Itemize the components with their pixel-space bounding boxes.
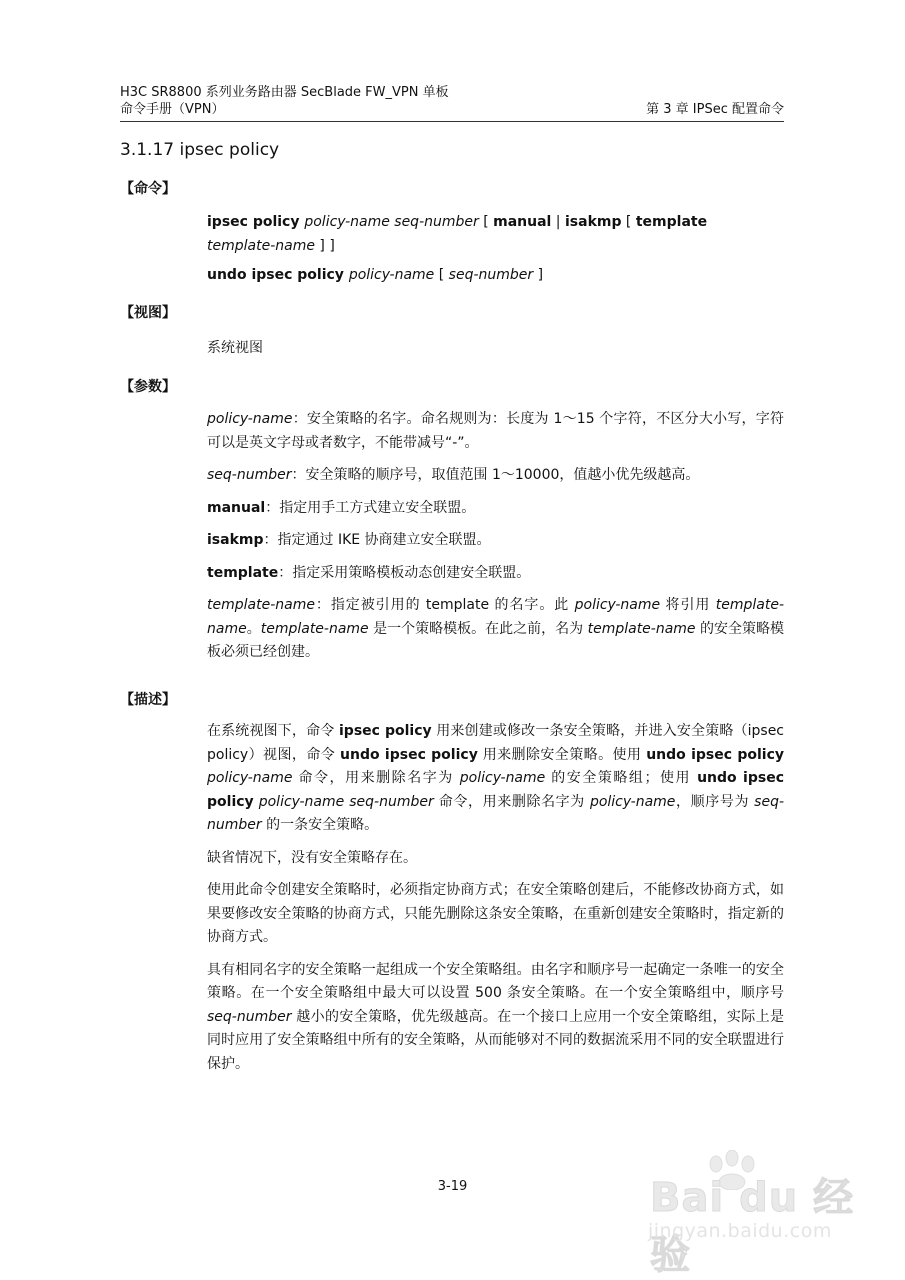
page-number: 3-19 (437, 1179, 468, 1194)
header-doc-title: H3C SR8800 系列业务路由器 SecBlade FW_VPN 单板 (120, 85, 449, 100)
desc-para-3: 使用此命令创建安全策略时，必须指定协商方式；在安全策略创建后，不能修改协商方式，如果要修改安全策略的协商方式，只能先删除这条安全策略，在重新创建安全策略时，指定新的协商方式。 (207, 882, 784, 945)
desc-para-1: 在系统视图下，命令 ipsec policy 用来创建或修改一条安全策略，并进入安全策略（ipsec policy）视图，命令 undo ipsec policy 用来删除安全策略。使用 undo ipsec policy policy-name 命令，用来删除名字为 policy-name 的安全策略组；使用 undo ipsec policy policy-name seq-number 命令，用来删除名字为 policy-name，顺序号为 seq-number 的一条安全策略。 (207, 723, 785, 833)
param-policy-name: policy-name：安全策略的名字。命名规则为：长度为 1～15 个字符，不区分大小写，字符可以是英文字母或者数字，不能带减号“-”。 (207, 411, 784, 451)
baidu-jingyan-watermark (640, 1150, 870, 1278)
desc-para-4: 具有相同名字的安全策略一起组成一个安全策略组。由名字和顺序号一起确定一条唯一的安全策略。在一个安全策略组中最大可以设置 500 条安全策略。在一个安全策略组中，顺序号 seq-number 越小的安全策略，优先级越高。在一个接口上应用一个安全策略组，实际上是同时应用了安全策略组中所有的安全策略，从而能够对不同的数据流采用不同的安全联盟进行保护。 (207, 961, 784, 1072)
label-desc: 【描述】 (120, 692, 176, 708)
param-template-name: template-name：指定被引用的 template 的名字。此 policy-name 将引用 template-name。template-name 是一个策略模板。在此之前，名为 template-name 的安全策略模板必须已经创建。 (207, 597, 785, 660)
watermark-brand: Bai du 经验 (650, 1175, 855, 1278)
section-title: 3.1.17 ipsec policy (120, 140, 280, 160)
command-block (207, 211, 784, 288)
desc-block (207, 720, 784, 1076)
header-chapter: 第 3 章 IPSec 配置命令 (646, 102, 784, 117)
watermark-url: jingyan.baidu.com (648, 1220, 832, 1242)
param-template: template：指定采用策略模板动态创建安全联盟。 (207, 564, 531, 581)
header-row (120, 101, 784, 118)
param-isakmp: isakmp：指定通过 IKE 协商建立安全联盟。 (207, 532, 491, 548)
header-manual-name: 命令手册（VPN） (120, 102, 225, 117)
param-seq-number: seq-number：安全策略的顺序号，取值范围 1～10000，值越小优先级越高。 (207, 467, 700, 483)
desc-para-2: 缺省情况下，没有安全策略存在。 (207, 849, 417, 866)
params-block (207, 408, 784, 665)
view-text: 系统视图 (207, 340, 263, 356)
command-syntax: ipsec policy policy-name seq-number [ manual | isakmp [ template template-name ] ] (207, 214, 708, 254)
label-command: 【命令】 (120, 181, 176, 197)
label-view: 【视图】 (120, 305, 176, 321)
header-divider (120, 121, 784, 122)
label-params: 【参数】 (120, 379, 176, 395)
param-manual: manual：指定用手工方式建立安全联盟。 (207, 499, 476, 516)
page-header (120, 84, 784, 118)
undo-command-syntax: undo ipsec policy policy-name [ seq-number ] (207, 267, 544, 283)
